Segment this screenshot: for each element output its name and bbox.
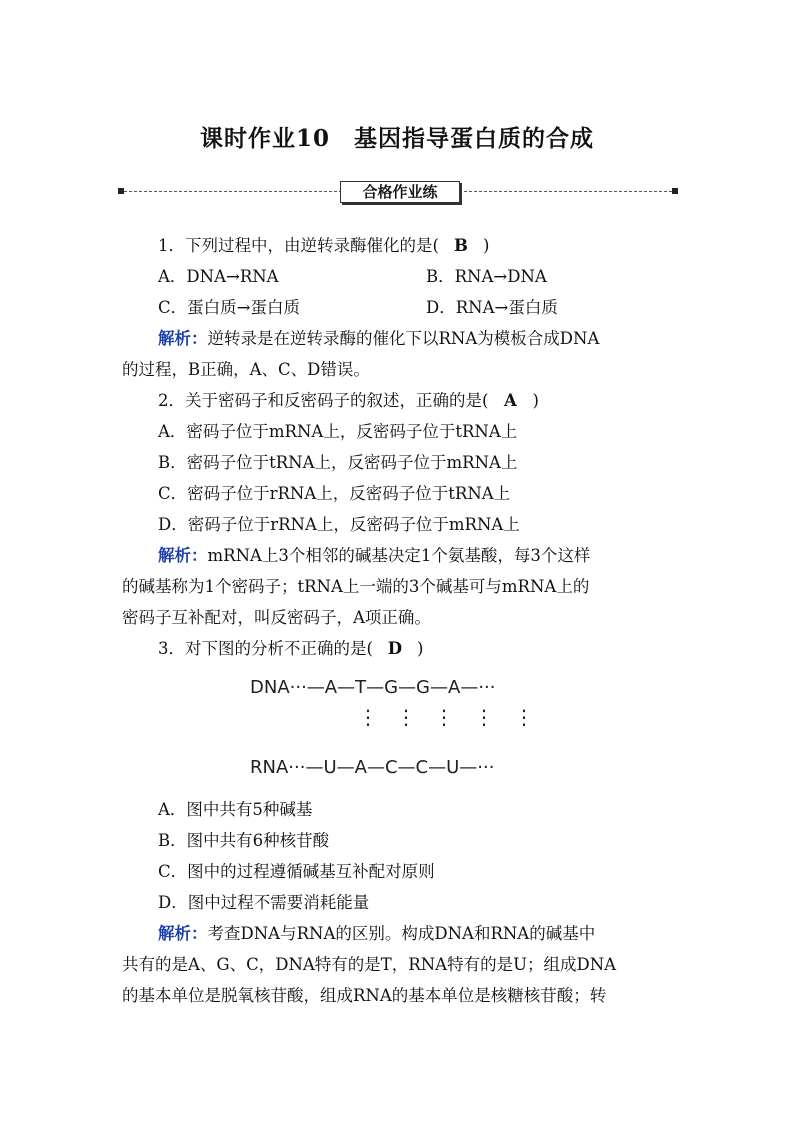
analysis-label: 解析： (158, 924, 208, 943)
question-3-close: ) (416, 639, 424, 658)
q3-analysis-line-3: 的基本单位是脱氧核苷酸，组成RNA的基本单位是核糖核苷酸；转 (122, 986, 607, 1005)
question-1-text: 1．下列过程中，由逆转录酶催化的是( (158, 236, 439, 255)
figure-dna-strand: DNA···—A—T—G—G—A—··· (250, 677, 496, 698)
base-pairing-figure (250, 668, 590, 788)
q3-option-b: B．图中共有6种核苷酸 (158, 831, 330, 850)
question-2-text: 2．关于密码子和反密码子的叙述，正确的是( (158, 391, 489, 410)
question-3-text: 3．对下图的分析不正确的是( (158, 639, 373, 658)
q2-option-a: A．密码子位于mRNA上，反密码子位于tRNA上 (158, 422, 518, 441)
question-1-answer: B (453, 236, 468, 255)
question-3-stem (122, 633, 678, 664)
question-3-answer: D (387, 639, 403, 658)
divider-right-dot (672, 188, 678, 194)
analysis-label: 解析： (158, 546, 208, 565)
question-2-answer: A (504, 391, 517, 410)
analysis-label: 解析： (158, 329, 208, 348)
q2-analysis-line-2: 的碱基称为1个密码子；tRNA上一端的3个碱基可与mRNA上的 (122, 577, 590, 596)
section-divider (118, 181, 678, 203)
question-3-analysis (122, 918, 678, 1011)
q1-option-d: D．RNA→蛋白质 (426, 298, 558, 317)
question-2-close: ) (532, 391, 539, 410)
question-2-stem (122, 385, 678, 416)
worksheet-content (122, 230, 678, 1011)
figure-pairing-dots (250, 705, 590, 748)
pairing-dots-icon: ⋮ (434, 705, 454, 729)
question-1-analysis (122, 323, 678, 385)
pairing-dots-icon: ⋮ (514, 705, 534, 729)
question-1-options-ab (122, 261, 678, 292)
pairing-dots-icon: ⋮ (474, 705, 494, 729)
q2-option-d: D．密码子位于rRNA上，反密码子位于mRNA上 (158, 515, 520, 534)
q1-option-b: B．RNA→DNA (426, 267, 547, 286)
q1-option-c: C．蛋白质→蛋白质 (158, 298, 300, 317)
question-1-close: ) (482, 236, 490, 255)
section-tag: 合格作业练 (340, 181, 460, 203)
q3-analysis-line-1: 考查DNA与RNA的区别。构成DNA和RNA的碱基中 (207, 924, 596, 943)
figure-rna-strand: RNA···—U—A—C—C—U—··· (250, 757, 495, 778)
q3-option-a: A．图中共有5种碱基 (158, 800, 313, 819)
q3-option-d: D．图中过程不需要消耗能量 (158, 893, 370, 912)
q1-option-a: A．DNA→RNA (158, 267, 279, 286)
q2-option-b: B．密码子位于tRNA上，反密码子位于mRNA上 (158, 453, 518, 472)
q2-analysis-line-1: mRNA上3个相邻的碱基决定1个氨基酸，每3个这样 (207, 546, 591, 565)
pairing-dots-icon: ⋮ (396, 705, 416, 729)
q1-analysis-line-2: 的过程，B正确，A、C、D错误。 (122, 360, 370, 379)
question-1-stem (122, 230, 678, 261)
q2-analysis-line-3: 密码子互补配对，叫反密码子，A项正确。 (122, 608, 431, 627)
q3-analysis-line-2: 共有的是A、G、C，DNA特有的是T，RNA特有的是U；组成DNA (122, 955, 617, 974)
q3-option-c: C．图中的过程遵循碱基互补配对原则 (158, 862, 435, 881)
page-title: 课时作业10 基因指导蛋白质的合成 (199, 125, 594, 152)
question-2-analysis (122, 540, 678, 633)
question-1-options-cd (122, 292, 678, 323)
q1-analysis-line-1: 逆转录是在逆转录酶的催化下以RNA为模板合成DNA (207, 329, 600, 348)
q2-option-c: C．密码子位于rRNA上，反密码子位于tRNA上 (158, 484, 511, 503)
pairing-dots-icon: ⋮ (358, 705, 378, 729)
